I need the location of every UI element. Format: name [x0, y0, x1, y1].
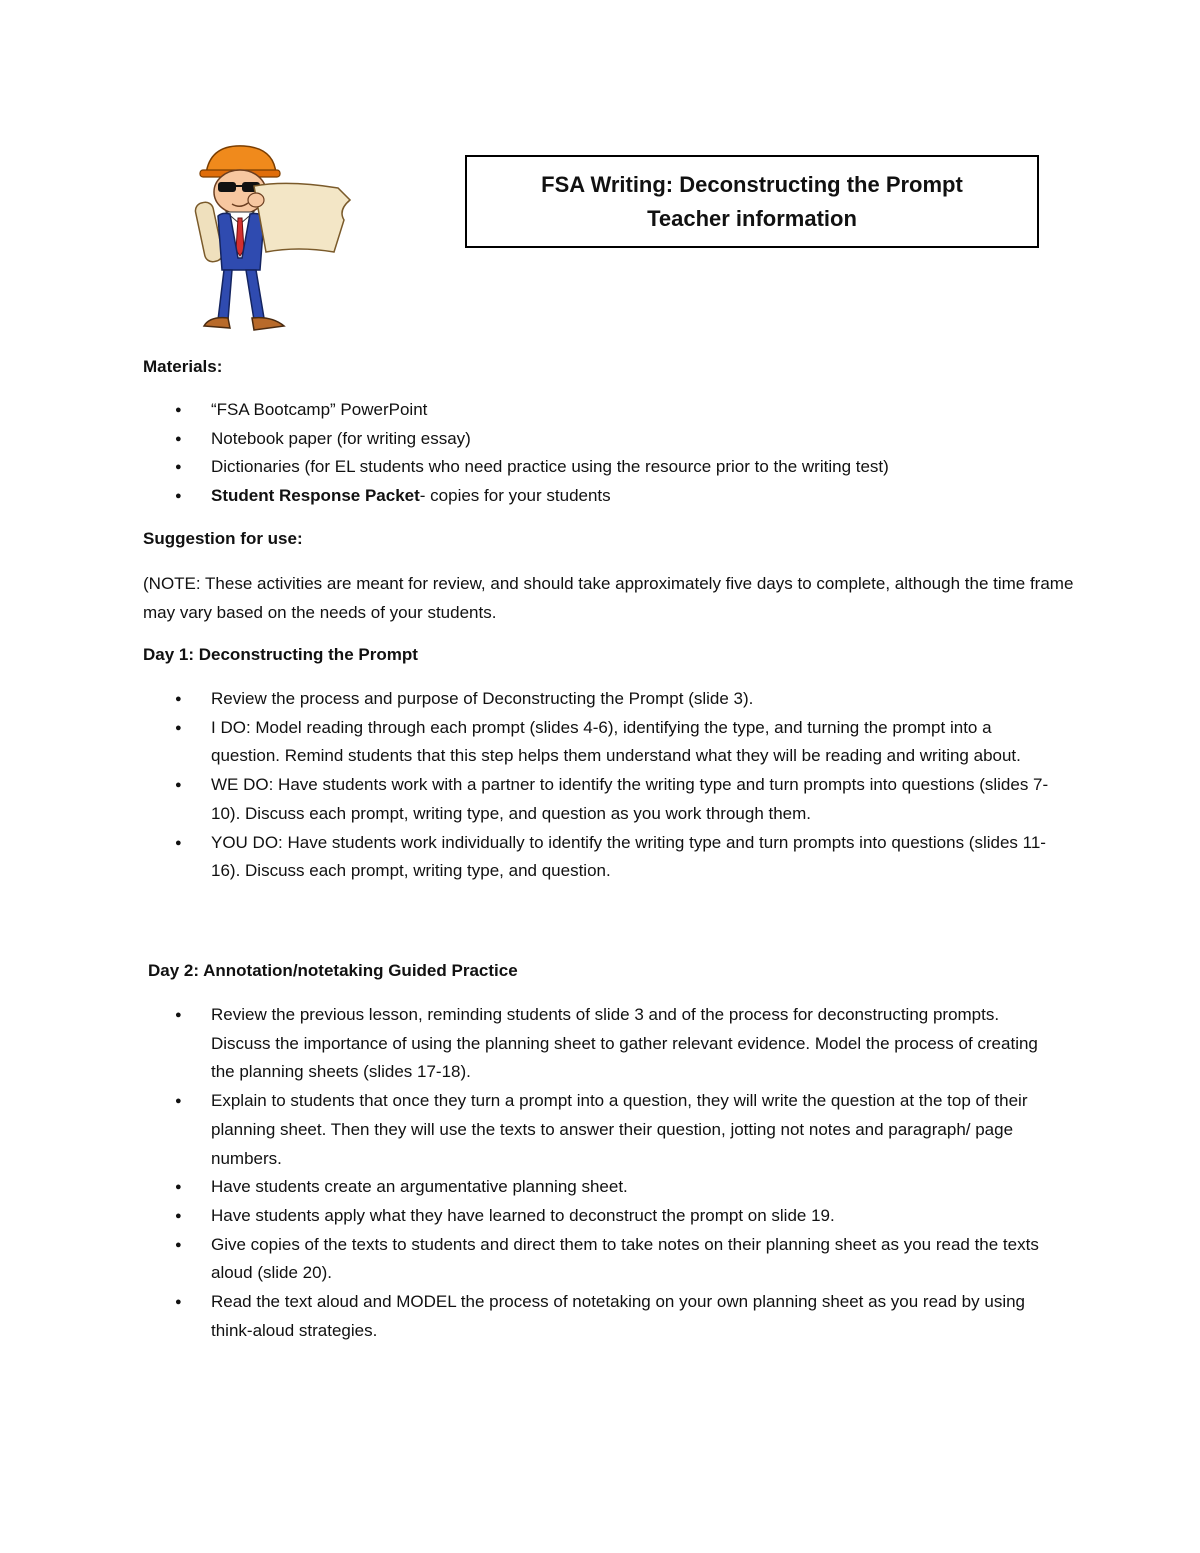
day1-heading: Day 1: Deconstructing the Prompt	[143, 645, 418, 664]
page-title: FSA Writing: Deconstructing the Prompt	[541, 171, 963, 197]
list-item: ● Have students apply what they have learned to deconstruct the prompt on slide 19.	[143, 1202, 1063, 1231]
day2-list	[143, 1001, 1063, 1345]
suggestion-note: (NOTE: These activities are meant for review, and should take approximately five days to complete, although the time frame may vary based on the needs of your students.	[143, 574, 1074, 622]
list-item: ● Review the previous lesson, reminding students of slide 3 and of the process for deconstructing prompts. Discuss the importance of using the planning sheet to gather relevant evidence. Model the process of creating the planning sheets (slides 17-18).	[143, 1001, 1063, 1087]
materials-list	[143, 396, 1063, 511]
list-item: ● YOU DO: Have students work individually to identify the writing type and turn prompts into questions (slides 11-16). Discuss each prompt, writing type, and question.	[143, 829, 1063, 886]
construction-worker-illustration	[188, 140, 360, 338]
list-item: ● Have students create an argumentative planning sheet.	[143, 1173, 1063, 1202]
list-item: ● Dictionaries (for EL students who need practice using the resource prior to the writing test)	[143, 453, 1063, 482]
list-item: ● Student Response Packet- copies for your students	[143, 482, 1063, 511]
day1-list	[143, 685, 1063, 886]
list-item: ● Review the process and purpose of Deconstructing the Prompt (slide 3).	[143, 685, 1063, 714]
list-item: ● WE DO: Have students work with a partner to identify the writing type and turn prompts into questions (slides 7-10). Discuss each prompt, writing type, and question as you work through them.	[143, 771, 1063, 828]
list-item: ● Give copies of the texts to students and direct them to take notes on their planning sheet as you read the texts aloud (slide 20).	[143, 1231, 1063, 1288]
list-item: ● Explain to students that once they turn a prompt into a question, they will write the question at the top of their planning sheet. Then they will use the texts to answer their question, jotting not notes and paragraph/ page numbers.	[143, 1087, 1063, 1173]
day2-heading: Day 2: Annotation/notetaking Guided Practice	[148, 961, 518, 980]
page-subtitle: Teacher information	[647, 205, 857, 231]
materials-heading: Materials:	[143, 357, 223, 376]
list-item: ● I DO: Model reading through each prompt (slides 4-6), identifying the type, and turning the prompt into a question. Remind students that this step helps them understand what they will be reading and writing about.	[143, 714, 1063, 771]
list-item: ● “FSA Bootcamp” PowerPoint	[143, 396, 1063, 425]
suggestion-heading: Suggestion for use:	[143, 529, 303, 548]
title-box	[465, 155, 1039, 248]
list-item: ● Notebook paper (for writing essay)	[143, 425, 1063, 454]
list-item: ● Read the text aloud and MODEL the process of notetaking on your own planning sheet as you read by using think-aloud strategies.	[143, 1288, 1063, 1345]
